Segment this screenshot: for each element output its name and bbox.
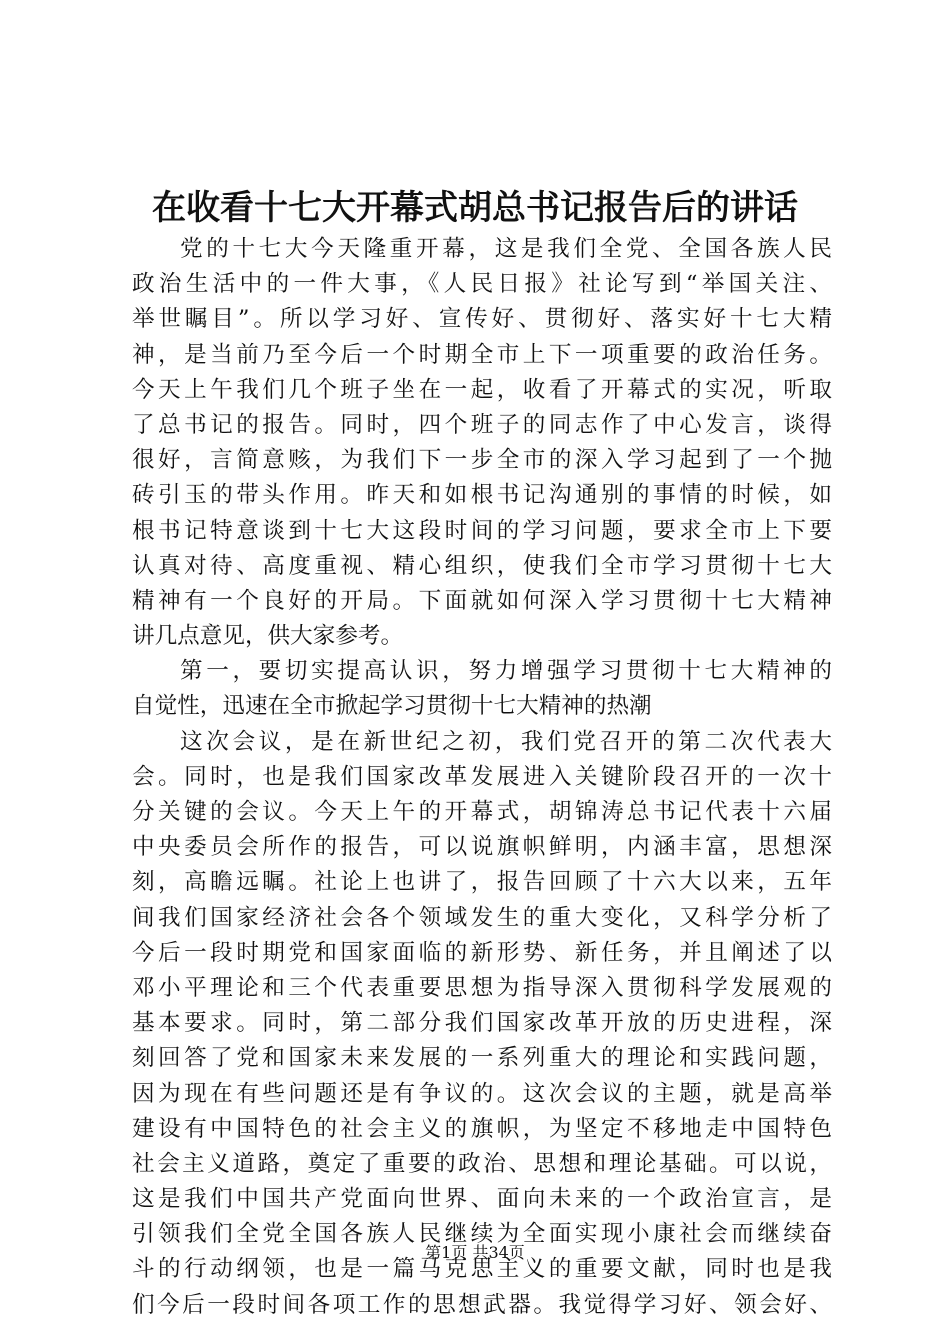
text-line: 今天上午我们几个班子坐在一起，收看了开幕式的实况，听取 [132,376,832,403]
text-line: 社会主义道路，奠定了重要的政治、思想和理论基础。可以说， [132,1150,832,1177]
document-body [132,232,832,1323]
text-line: 精神有一个良好的开局。下面就如何深入学习贯彻十七大精神 [132,587,832,614]
text-line: 第一，要切实提高认识，努力增强学习贯彻十七大精神的 [180,658,832,685]
text-line: 政治生活中的一件大事，《人民日报》社论写到“举国关注、 [132,271,832,298]
text-line: 建设有中国特色的社会主义的旗帜，为坚定不移地走中国特色 [132,1115,832,1142]
text-line: 认真对待、高度重视、精心组织，使我们全市学习贯彻十七大 [132,552,832,579]
text-line: 根书记特意谈到十七大这段时间的学习问题，要求全市上下要 [132,517,832,544]
paragraph-section-heading [132,654,832,724]
text-line: 举世瞩目”。所以学习好、宣传好、贯彻好、落实好十七大精 [132,306,832,333]
text-line: 砖引玉的带头作用。昨天和如根书记沟通别的事情的时候，如 [132,482,832,509]
text-line: 神，是当前乃至今后一个时期全市上下一项重要的政治任务。 [132,341,832,368]
text-line: 今后一段时期党和国家面临的新形势、新任务，并且阐述了以 [132,939,832,966]
text-line: 因为现在有些问题还是有争议的。这次会议的主题，就是高举 [132,1080,832,1107]
text-line: 这是我们中国共产党面向世界、面向未来的一个政治宣言，是 [132,1186,832,1213]
text-line: 们今后一段时间各项工作的思想武器。我觉得学习好、领会好、 [132,1291,832,1318]
text-line: 自觉性，迅速在全市掀起学习贯彻十七大精神的热潮 [132,693,652,720]
page-number-footer: 第1页 共34页 [425,1243,525,1262]
text-line: 很好，言简意赅，为我们下一步全市的深入学习起到了一个抛 [132,447,832,474]
text-line: 基本要求。同时，第二部分我们国家改革开放的历史进程，深 [132,1010,832,1037]
text-line: 引领我们全党全国各族人民继续为全面实现小康社会而继续奋 [132,1221,832,1248]
text-line: 中央委员会所作的报告，可以说旗帜鲜明，内涵丰富，思想深 [132,834,832,861]
document-title: 在收看十七大开幕式胡总书记报告后的讲话 [152,188,798,228]
paragraph-body [132,725,832,1323]
text-line: 讲几点意见，供大家参考。 [132,623,404,650]
text-line: 刻，高瞻远瞩。社论上也讲了，报告回顾了十六大以来，五年 [132,869,832,896]
text-line: 间我们国家经济社会各个领域发生的重大变化，又科学分析了 [132,904,832,931]
text-line: 这次会议，是在新世纪之初，我们党召开的第二次代表大 [180,728,832,755]
text-line: 斗的行动纲领，也是一篇马克思主义的重要文献，同时也是我 [132,1256,832,1283]
text-line: 邓小平理论和三个代表重要思想为指导深入贯彻科学发展观的 [132,974,832,1001]
text-line: 分关键的会议。今天上午的开幕式，胡锦涛总书记代表十六届 [132,799,832,825]
text-line: 党的十七大今天隆重开幕，这是我们全党、全国各族人民 [180,236,832,262]
text-line: 了总书记的报告。同时，四个班子的同志作了中心发言，谈得 [132,411,832,438]
text-line: 会。同时，也是我们国家改革发展进入关键阶段召开的一次十 [132,763,832,790]
text-line: 刻回答了党和国家未来发展的一系列重大的理论和实践问题， [132,1045,832,1072]
paragraph-intro [132,232,832,654]
